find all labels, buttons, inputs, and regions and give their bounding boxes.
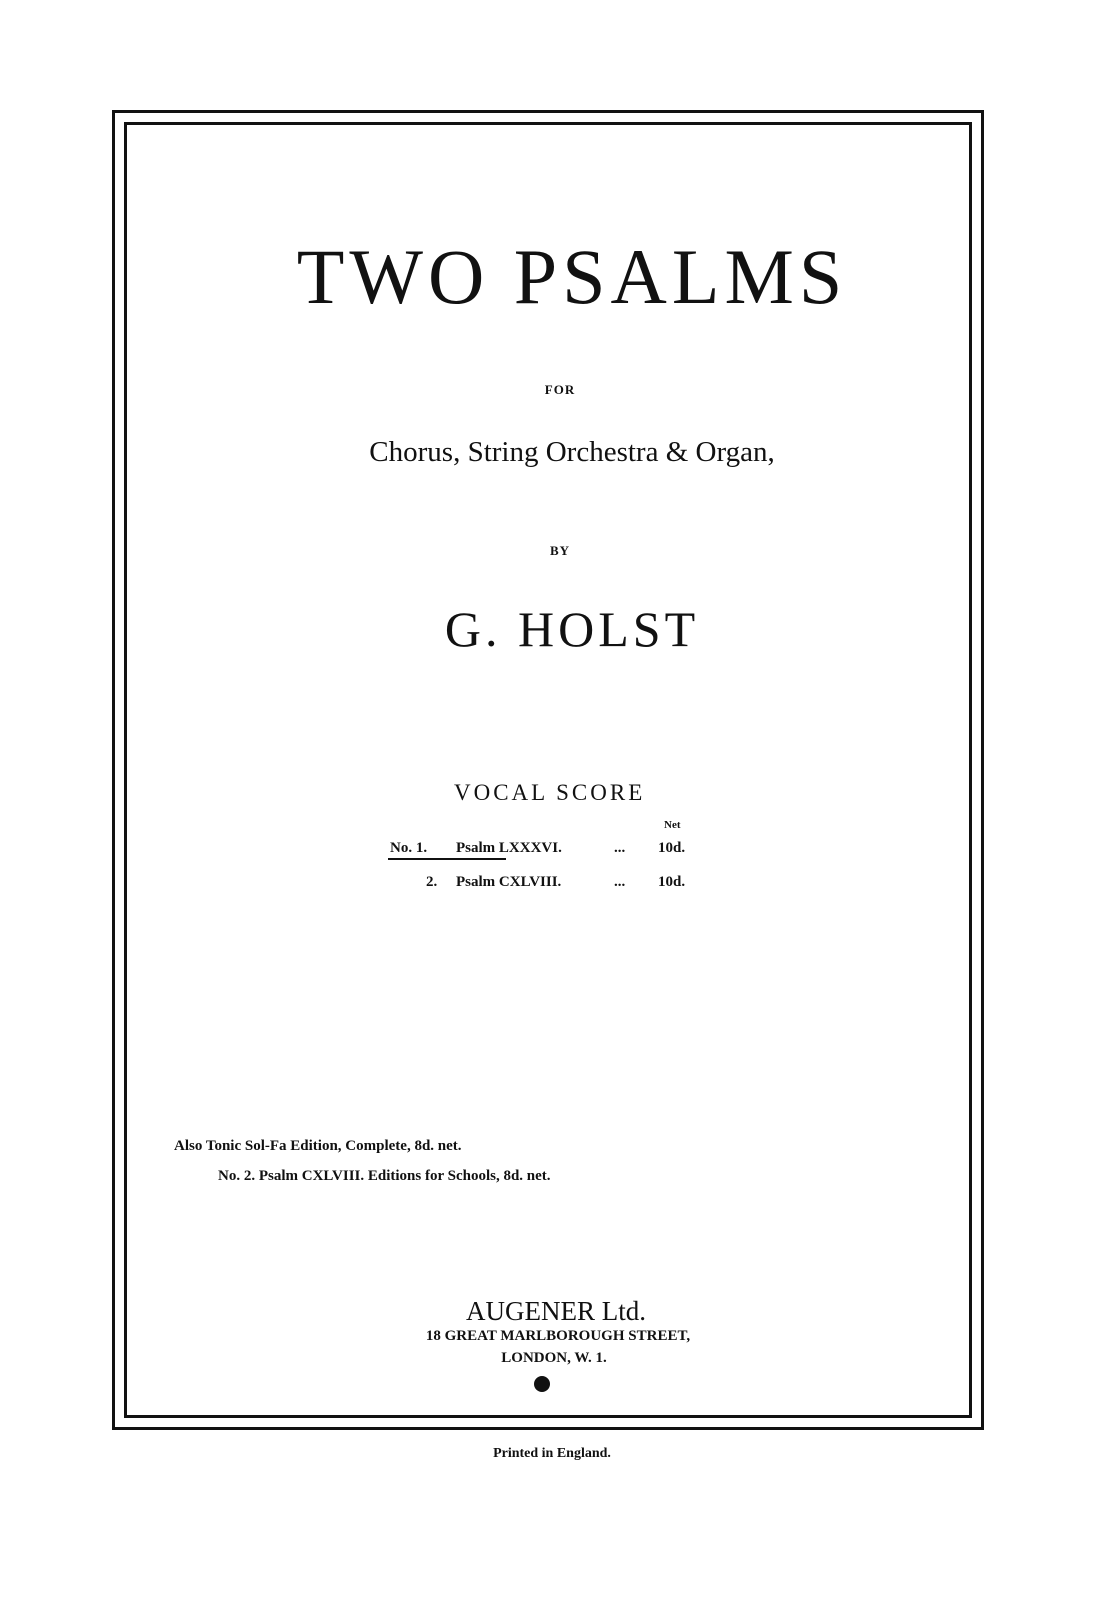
item-price: 10d.	[658, 874, 686, 890]
vocal-score-heading: VOCAL SCORE	[454, 780, 646, 805]
item-price: 10d.	[658, 840, 686, 856]
item-number: No. 1.	[390, 840, 428, 856]
price-column-label: Net	[664, 819, 681, 831]
ornament-dot	[534, 1376, 550, 1392]
for-label: FOR	[544, 382, 576, 397]
composer-name: G. HOLST	[444, 601, 700, 657]
item-number: 2.	[426, 874, 438, 890]
document-title: TWO PSALMS	[296, 233, 848, 320]
edition-note: No. 2. Psalm CXLVIII. Editions for Schools, 8d. net.	[218, 1168, 551, 1184]
publisher-address: 18 GREAT MARLBOROUGH STREET,	[425, 1328, 691, 1344]
printed-in-note: Printed in England.	[493, 1446, 611, 1461]
item-underline	[388, 858, 506, 860]
edition-note: Also Tonic Sol-Fa Edition, Complete, 8d. net.	[174, 1138, 462, 1154]
dot-leader: ...	[614, 840, 626, 856]
instrumentation: Chorus, String Orchestra & Organ,	[369, 436, 775, 468]
publisher-name: AUGENER Ltd.	[466, 1296, 646, 1326]
item-title: Psalm LXXXVI.	[456, 840, 562, 856]
item-title: Psalm CXLVIII.	[456, 874, 562, 890]
publisher-city: LONDON, W. 1.	[501, 1350, 607, 1366]
by-label: BY	[549, 543, 571, 558]
dot-leader: ...	[614, 874, 626, 890]
